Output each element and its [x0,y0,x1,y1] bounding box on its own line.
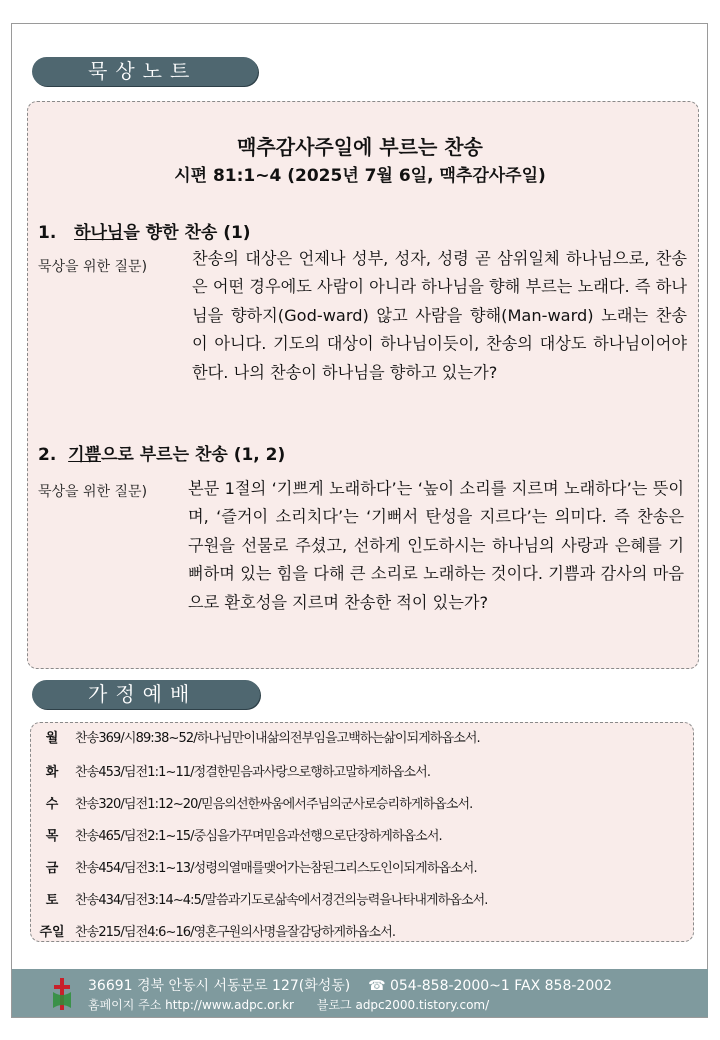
worship-text: 찬송454/딤전3:1~13/성령의열매를맺어가는참된그리스도인이되게하옵소서. [75,861,477,876]
worship-day: 화 [45,765,59,780]
section-1-heading-rest: 을 향한 찬송 (1) [123,223,251,243]
worship-text: 찬송215/딤전4:6~16/영혼구원의사명을잘감당하게하옵소서. [75,925,396,940]
section-1-text: 찬송의 대상은 언제나 성부, 성자, 성령 곧 삼위일체 하나님으로, 찬송은 어떤 경우에도 사람이 아니라 하나님을 향해 부르는 노래다. 즉 하나님을 향하지(God-ward) 않고 사람을 향해(Man-ward) 노래는 찬송이 아니다. 기도의 대상이 하나님이듯이, 찬송의 대상도 하나님이어야 한다. 나의 찬송이 하나님을 향하고 있는가? [192,249,687,382]
footer-phone: ☎ 054-858-2000~1 FAX 858-2002 [368,978,613,994]
worship-text: 찬송453/딤전1:1~11/정결한믿음과사랑으로행하고말하게하옵소서. [75,765,431,780]
worship-text: 찬송434/딤전3:14~4:5/말씀과기도로삶속에서경건의능력을나타내게하옵소서. [75,893,488,908]
church-logo-icon [52,978,72,1010]
section-2-question-label: 묵상을 위한 질문) [38,484,148,500]
section-2-heading-keyword: 기쁨 [68,445,101,465]
section-2-number: 2. [38,445,57,465]
footer-address: 36691 경북 안동시 서동문로 127(화성동) [88,978,351,994]
family-worship-header: 가정예배 [32,680,260,709]
meditation-notes-header: 묵상노트 [32,57,258,86]
section-1-question-label: 묵상을 위한 질문) [38,259,148,275]
footer-address-line [88,975,612,995]
meditation-title: 맥추감사주일에 부르는 찬송 [237,135,483,159]
section-1-number: 1. [38,223,57,243]
worship-day: 토 [45,893,59,908]
worship-day: 월 [45,731,59,746]
footer-homepage-link[interactable]: 홈페이지 주소 http://www.adpc.or.kr [88,998,294,1012]
section-2-text: 본문 1절의 ‘기쁘게 노래하다’는 ‘높이 소리를 지르며 노래하다’는 뜻이며, ‘즐거이 소리치다’는 ‘기뻐서 탄성을 지르다’는 의미다. 즉 찬송은 구원을 선물로 주셨고, 선하게 인도하시는 하나님의 사랑과 은혜를 기뻐하며 있는 힘을 다해 큰 소리로 노래하는 것이다. 기쁨과 감사의 마음으로 환호성을 지르며 찬송한 적이 있는가? [188,479,684,612]
section-1-heading [38,218,251,243]
meditation-subtitle: 시편 81:1~4 (2025년 7월 6일, 맥추감사주일) [174,166,546,186]
worship-day: 주일 [39,925,65,940]
worship-day: 목 [45,829,59,844]
section-2-heading-rest: 으로 부르는 찬송 (1, 2) [101,445,286,465]
section-2-heading [38,440,285,465]
worship-text: 찬송320/딤전1:12~20/믿음의선한싸움에서주님의군사로승리하게하옵소서. [75,797,473,812]
footer-blog-link[interactable]: 블로그 adpc2000.tistory.com/ [316,998,490,1012]
worship-text: 찬송369/시89:38~52/하나님만이내삶의전부임을고백하는삶이되게하옵소서. [75,731,480,746]
worship-day: 금 [45,861,59,876]
section-1-heading-keyword: 하나님 [74,223,124,243]
worship-day: 수 [45,797,59,812]
footer-web-line [88,996,489,1013]
worship-text: 찬송465/딤전2:1~15/중심을가꾸며믿음과선행으로단장하게하옵소서. [75,829,442,844]
